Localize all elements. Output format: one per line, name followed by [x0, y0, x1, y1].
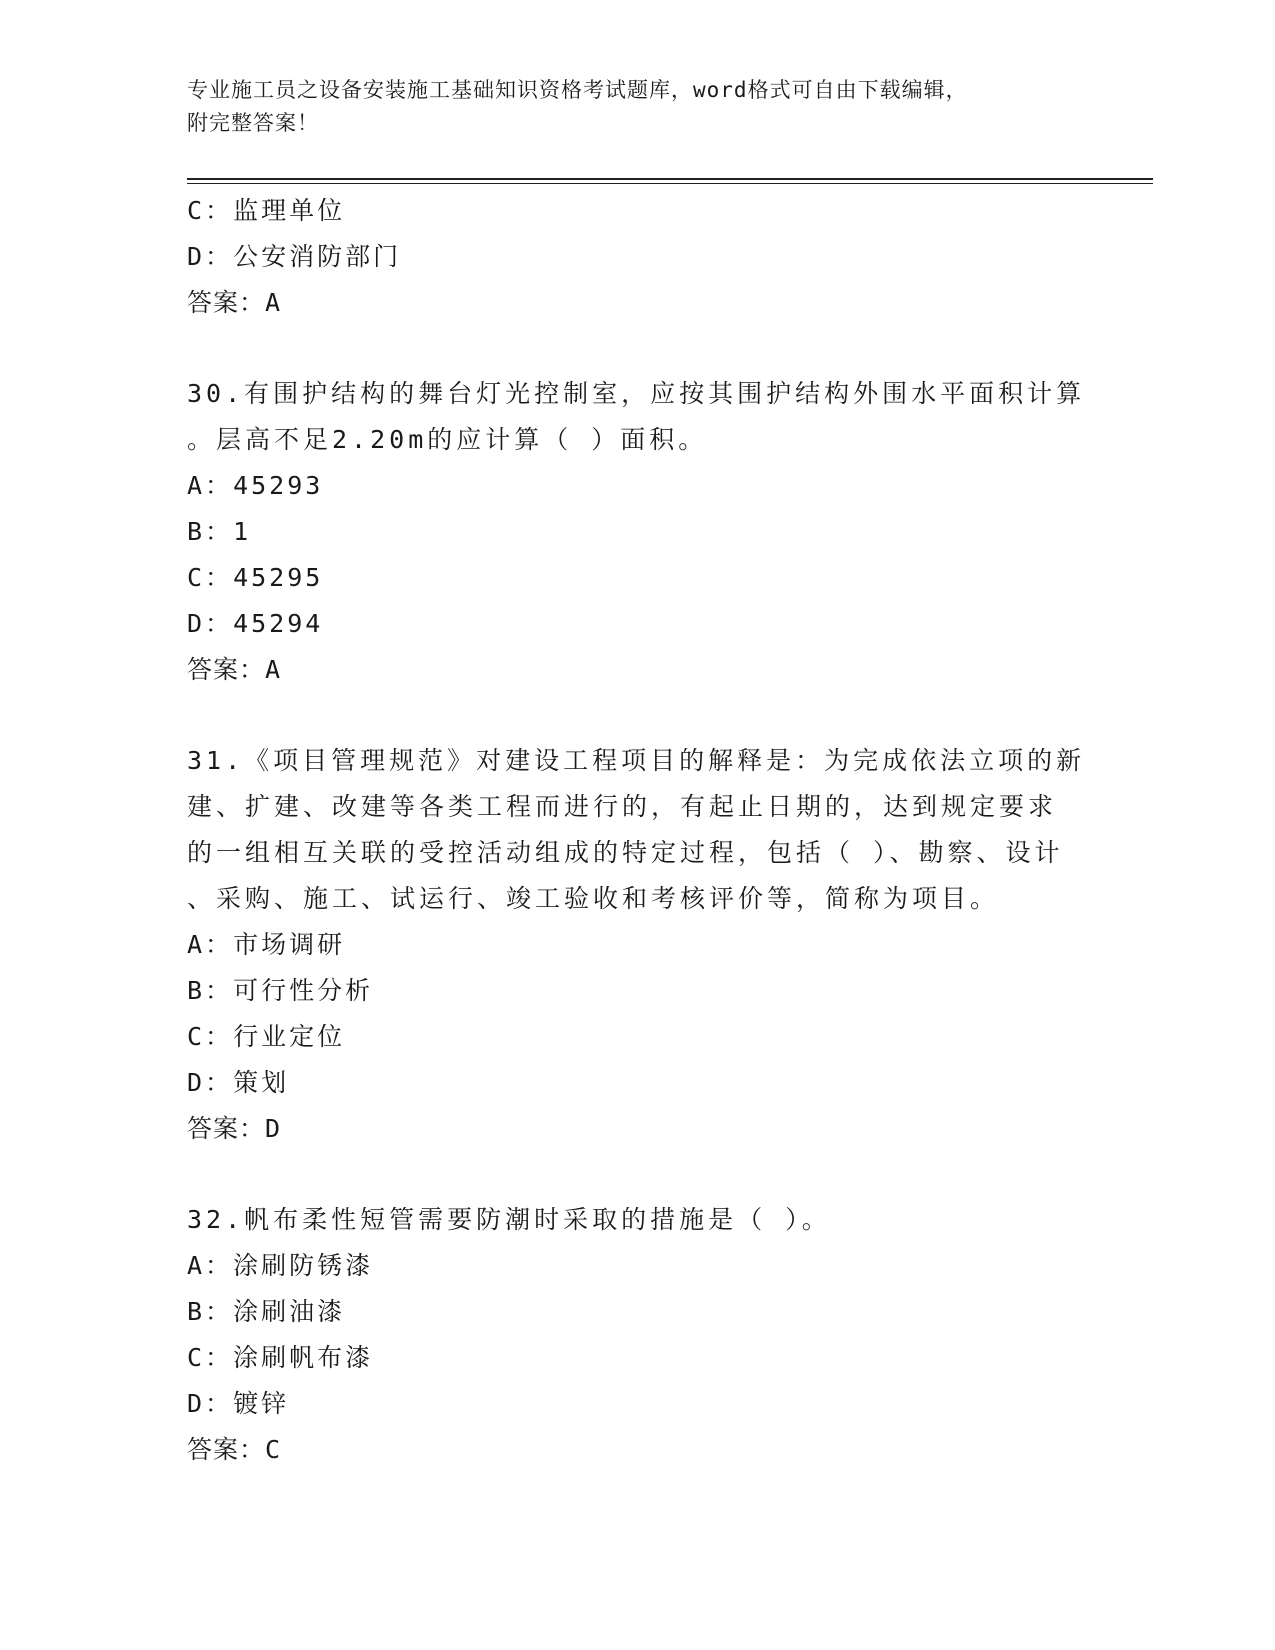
question-text: [187, 371, 1087, 463]
option-text: 涂刷防锈漆: [233, 1251, 374, 1280]
question-block-31: [187, 738, 1087, 1152]
header-divider-thin: [187, 183, 1153, 184]
option-text: 涂刷帆布漆: [233, 1343, 374, 1372]
question-text-line: 建、扩建、改建等各类工程而进行的，有起止日期的，达到规定要求: [187, 792, 1058, 821]
question-text-line: 32.帆布柔性短管需要防潮时采取的措施是（ ）。: [187, 1205, 831, 1234]
option-text: 行业定位: [233, 1022, 346, 1051]
option-text: 镀锌: [233, 1389, 290, 1418]
option-label: D：: [187, 609, 234, 638]
option-text: 45293: [233, 471, 324, 500]
header-line-2: 附完整答案！: [187, 111, 319, 135]
option-b: [187, 1289, 1087, 1335]
question-block-32: [187, 1197, 1087, 1473]
option-c: [187, 555, 1087, 601]
header-line-1: 专业施工员之设备安装施工基础知识资格考试题库，word格式可自由下载编辑，: [187, 78, 968, 102]
option-label: C：: [187, 196, 234, 225]
option-label: D：: [187, 242, 234, 271]
option-label: D：: [187, 1389, 234, 1418]
option-a: [187, 922, 1087, 968]
option-text: 可行性分析: [233, 976, 374, 1005]
option-c: [187, 1014, 1087, 1060]
option-text: 市场调研: [233, 930, 346, 959]
answer-value: C: [265, 1435, 282, 1464]
option-label: A：: [187, 930, 234, 959]
option-text: 45295: [233, 563, 324, 592]
question-block-30: [187, 371, 1087, 693]
answer-label: 答案：: [187, 1114, 266, 1143]
answer-label: 答案：: [187, 1435, 266, 1464]
option-label: D：: [187, 1068, 234, 1097]
option-text: 监理单位: [233, 196, 346, 225]
question-text-line: 、采购、施工、试运行、竣工验收和考核评价等，简称为项目。: [187, 884, 1000, 913]
option-text: 45294: [233, 609, 324, 638]
option-label: B：: [187, 517, 234, 546]
answer-value: A: [265, 288, 282, 317]
option-label: A：: [187, 1251, 234, 1280]
question-list: [187, 188, 1087, 1473]
answer-line: [187, 647, 1087, 693]
question-text-line: 的一组相互关联的受控活动组成的特定过程，包括（ ）、勘察、设计: [187, 838, 1064, 867]
option-text: 1: [233, 517, 252, 546]
option-a: [187, 463, 1087, 509]
question-text: [187, 1197, 1087, 1243]
answer-value: D: [265, 1114, 282, 1143]
question-text-line: 31.《项目管理规范》对建设工程项目的解释是：为完成依法立项的新: [187, 746, 1086, 775]
answer-value: A: [265, 655, 282, 684]
answer-line: [187, 1106, 1087, 1152]
answer-line: [187, 1427, 1087, 1473]
option-label: C：: [187, 563, 234, 592]
option-c: [187, 1335, 1087, 1381]
question-text: [187, 738, 1087, 922]
question-text-line: 。层高不足2.20m的应计算（ ）面积。: [187, 425, 708, 454]
option-text: 涂刷油漆: [233, 1297, 346, 1326]
option-label: B：: [187, 1297, 234, 1326]
option-text: 策划: [233, 1068, 290, 1097]
option-d: [187, 1381, 1087, 1427]
document-header: [187, 74, 1107, 140]
option-label: C：: [187, 1343, 234, 1372]
option-b: [187, 509, 1087, 555]
header-divider-thick: [187, 178, 1153, 180]
answer-line: [187, 280, 1087, 326]
option-d: [187, 601, 1087, 647]
option-label: C：: [187, 1022, 234, 1051]
option-text: 公安消防部门: [233, 242, 402, 271]
option-a: [187, 1243, 1087, 1289]
option-d: [187, 234, 1087, 280]
option-label: B：: [187, 976, 234, 1005]
option-d: [187, 1060, 1087, 1106]
option-label: A：: [187, 471, 234, 500]
question-block-prev: [187, 188, 1087, 326]
option-c: [187, 188, 1087, 234]
answer-label: 答案：: [187, 288, 266, 317]
answer-label: 答案：: [187, 655, 266, 684]
question-text-line: 30.有围护结构的舞台灯光控制室，应按其围护结构外围水平面积计算: [187, 379, 1086, 408]
option-b: [187, 968, 1087, 1014]
